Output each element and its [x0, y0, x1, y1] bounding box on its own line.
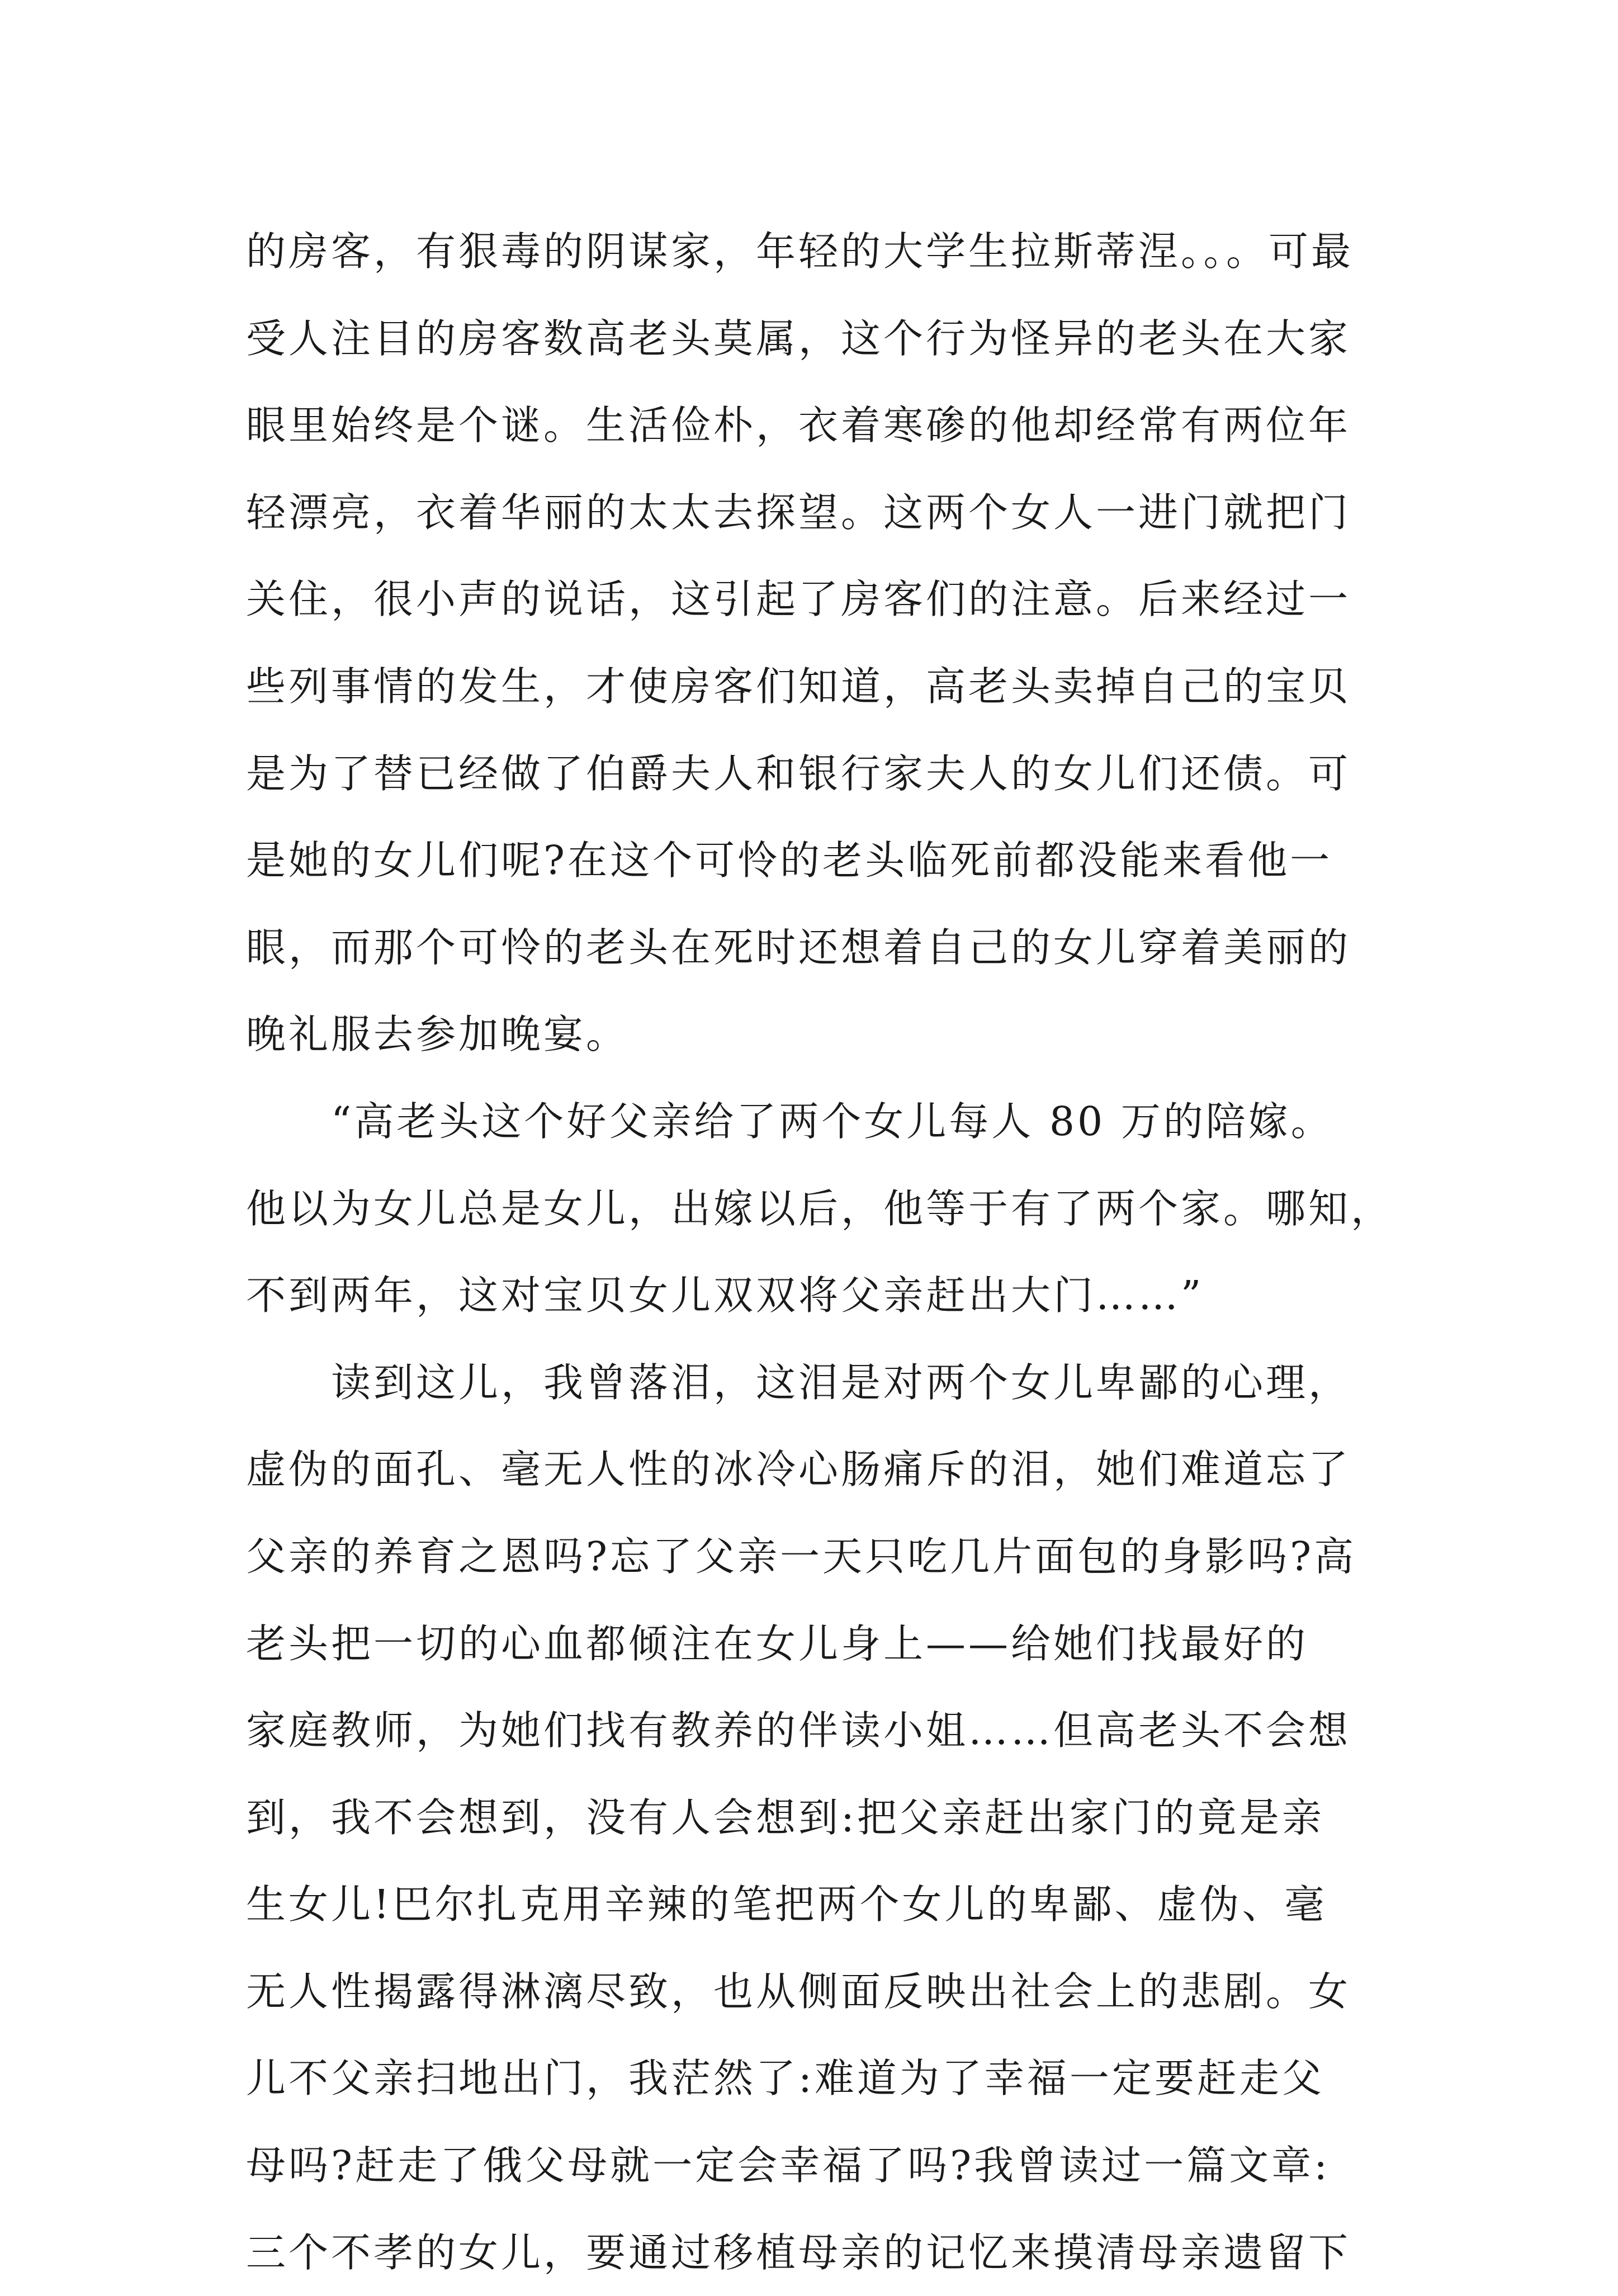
text-line: 老头把一切的心血都倾注在女儿身上——给她们找最好的: [246, 1620, 1309, 1667]
text-line: 是她的女儿们呢?在这个可怜的老头临死前都没能来看他一: [246, 837, 1333, 884]
text-line: 母吗?赶走了俄父母就一定会幸福了吗?我曾读过一篇文章:: [246, 2142, 1331, 2189]
text-line: 些列事情的发生，才使房客们知道，高老头卖掉自己的宝贝: [246, 663, 1351, 710]
text-line: 父亲的养育之恩吗?忘了父亲一天只吃几片面包的身影吗?高: [246, 1533, 1357, 1580]
text-line: 眼里始终是个谜。生活俭朴，衣着寒碜的他却经常有两位年: [246, 402, 1351, 449]
body-text: [246, 208, 1398, 2296]
text-line: 受人注目的房客数高老头莫属，这个行为怪异的老头在大家: [246, 315, 1351, 362]
text-line: 虚伪的面孔、毫无人性的冰冷心肠痛斥的泪，她们难道忘了: [246, 1446, 1351, 1493]
text-line: 家庭教师，为她们找有教养的伴读小姐……但高老头不会想: [246, 1707, 1351, 1754]
text-line: 轻漂亮，衣着华丽的太太去探望。这两个女人一进门就把门: [246, 489, 1351, 536]
text-line: 不到两年，这对宝贝女儿双双将父亲赶出大门……”: [246, 1272, 1204, 1319]
text-line: “高老头这个好父亲给了两个女儿每人 80 万的陪嫁。: [331, 1098, 1333, 1145]
text-line: 晚礼服去参加晚宴。: [246, 1011, 629, 1058]
text-line: 三个不孝的女儿，要通过移植母亲的记忆来摸清母亲遗留下: [246, 2229, 1351, 2276]
text-line: 是为了替已经做了伯爵夫人和银行家夫人的女儿们还债。可: [246, 750, 1351, 797]
text-line: 他以为女儿总是女儿，出嫁以后，他等于有了两个家。哪知，: [246, 1185, 1394, 1232]
text-line: 儿不父亲扫地出门，我茫然了:难道为了幸福一定要赶走父: [246, 2055, 1324, 2102]
text-line: 关住，很小声的说话，这引起了房客们的注意。后来经过一: [246, 576, 1351, 623]
text-line: 眼，而那个可怜的老头在死时还想着自己的女儿穿着美丽的: [246, 924, 1351, 971]
text-line: 无人性揭露得淋漓尽致，也从侧面反映出社会上的悲剧。女: [246, 1968, 1351, 2015]
text-line: 的房客，有狠毒的阴谋家，年轻的大学生拉斯蒂涅。。。可最: [246, 228, 1354, 275]
text-line: 生女儿!巴尔扎克用辛辣的笔把两个女儿的卑鄙、虚伪、毫: [246, 1881, 1327, 1928]
text-line: 读到这儿，我曾落泪，这泪是对两个女儿卑鄙的心理，: [331, 1359, 1351, 1406]
text-line: 到，我不会想到，没有人会想到:把父亲赶出家门的竟是亲: [246, 1794, 1324, 1841]
